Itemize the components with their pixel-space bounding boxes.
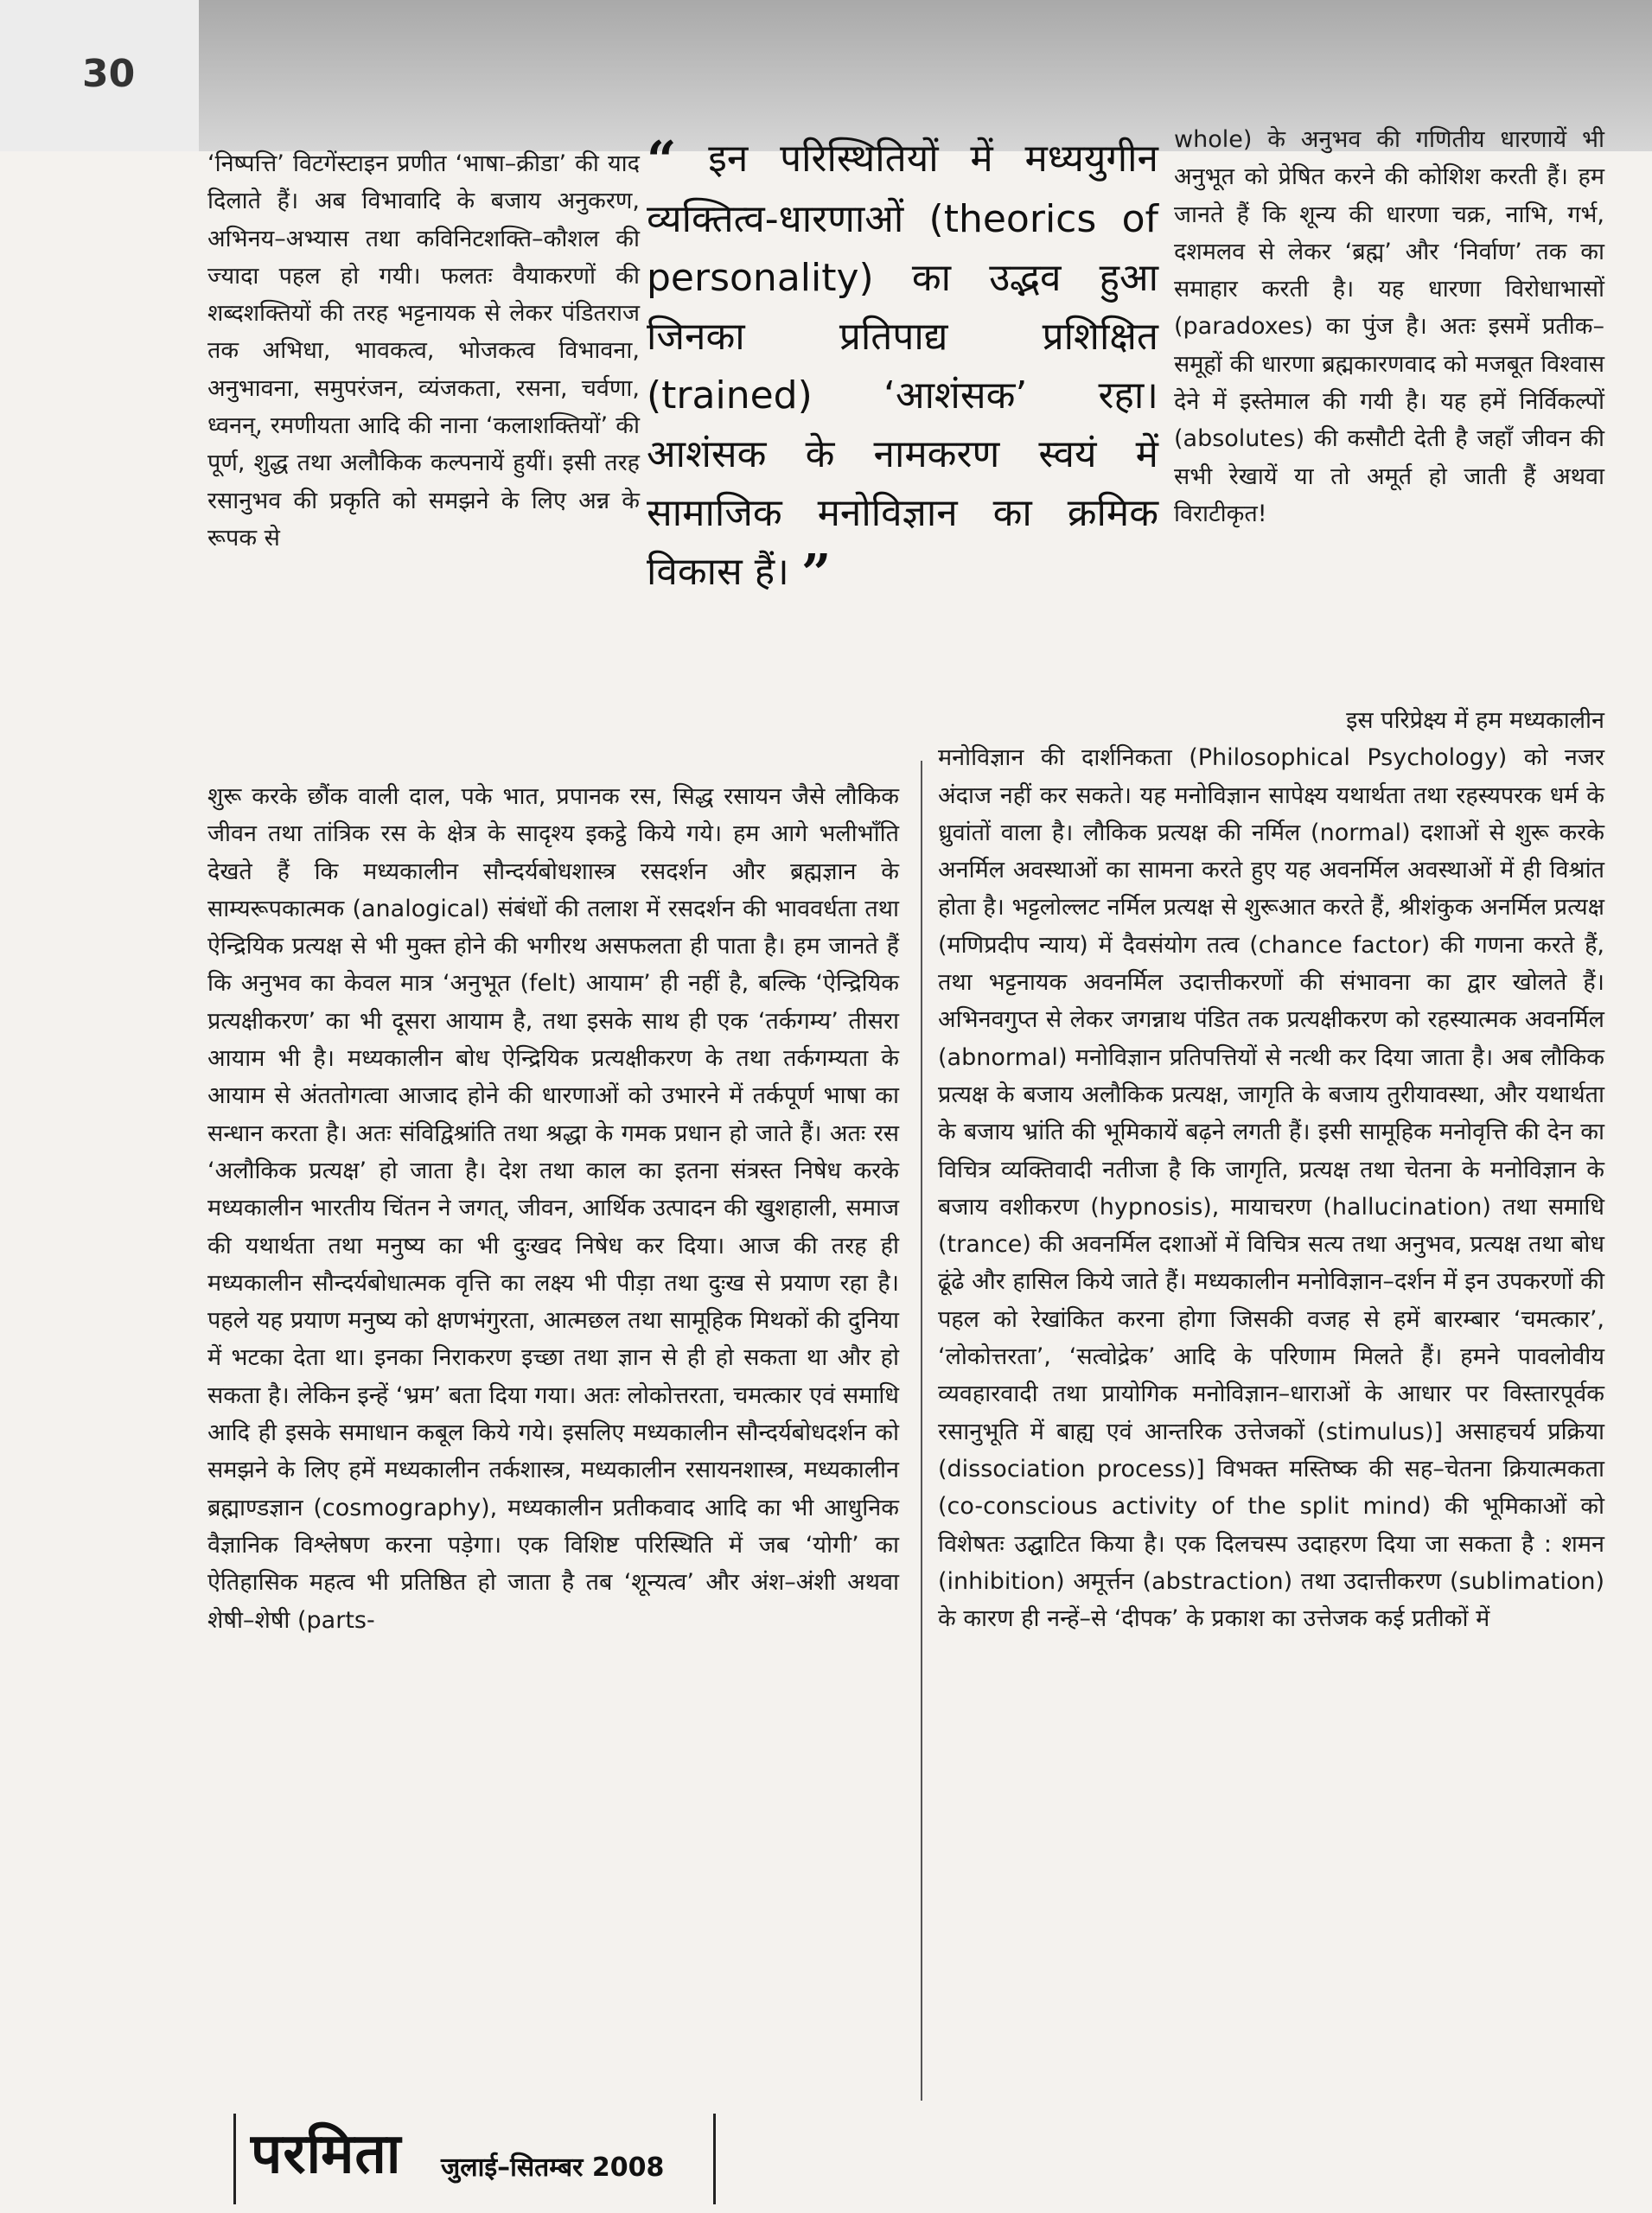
footer-rule-left <box>233 2114 236 2204</box>
open-quote-mark: “ <box>647 131 677 191</box>
left-column-top-text: ‘निष्पत्ति’ विटगेंस्टाइन प्रणीत ‘भाषा–क्रीडा’ की याद दिलाते हैं। अब विभावादि के बजाय अनुकरण, अभिनय–अभ्यास तथा कविनिटशक्ति–कौशल की ज्यादा पहल हो गयी। फलतः वैयाकरणों की शब्दशक्तियों की तरह भट्टनायक से लेकर पंडितराज तक अभिधा, भावकत्व, भोजकत्व विभावना, अनुभावना, समुपरंजन, व्यंजकता, रसना, चर्वणा, ध्वनन्, रमणीयता आदि की नाना ‘कलाशक्तियों’ की पूर्ण, शुद्ध तथा अलौकिक कल्पनायें हुयीं। इसी तरह रसानुभव की प्रकृति को समझने के लिए अन्न के रूपक से <box>207 150 640 552</box>
close-quote-mark: ” <box>800 544 832 604</box>
left-column-top <box>207 145 640 557</box>
pull-quote <box>647 130 1158 603</box>
magazine-title: परमिता <box>251 2122 402 2186</box>
right-column-top-text: whole) के अनुभव की गणितीय धारणायें भी अनुभूत को प्रेषित करने की कोशिश करती हैं। हम जानते हैं कि शून्य की धारणा चक्र, नाभि, गर्भ, दशमलव से लेकर ‘ब्रह्म’ और ‘निर्वाण’ तक का समाहार करती है। यह धारणा विरोधाभासों (paradoxes) का पुंज है। अतः इसमें प्रतीक–समूहों की धारणा ब्रह्मकारणवाद को मजबूत विश्वास देने में इस्तेमाल की गयी है। यह हमें निर्विकल्पों (absolutes) की कसौटी देती है जहाँ जीवन की सभी रेखायें या तो अमूर्त हो जाती हैं अथवा विराटीकृत! <box>1174 126 1604 527</box>
column-divider <box>921 761 922 2101</box>
left-column-body-text: शुरू करके छौंक वाली दाल, पके भात, प्रपानक रस, सिद्ध रसायन जैसे लौकिक जीवन तथा तांत्रिक रस के क्षेत्र के सादृश्य इकट्ठे किये गये। हम आगे भलीभाँति देखते हैं कि मध्यकालीन सौन्दर्यबोधशास्त्र रसदर्शन और ब्रह्मज्ञान के साम्यरूपकात्मक (analogical) संबंधों की तलाश में रसदर्शन की भाववर्धता तथा ऐन्द्रियिक प्रत्यक्ष से भी मुक्त होने की भगीरथ असफलता ही पाता है। हम जानते हैं कि अनुभव का केवल मात्र ‘अनुभूत (felt) आयाम’ ही नहीं है, बल्कि ‘ऐन्द्रियिक प्रत्यक्षीकरण’ का भी दूसरा आयाम है, तथा इसके साथ ही एक ‘तर्कगम्य’ तीसरा आयाम भी है। मध्यकालीन बोध ऐन्द्रियिक प्रत्यक्षीकरण के तथा तर्कगम्यता के आयाम से अंततोगत्वा आजाद होने की धारणाओं को उभारने में तर्कपूर्ण भाषा का सन्धान करता है। अतः संविद्विश्रांति तथा श्रद्धा के गमक प्रधान हो जाते हैं। अतः रस ‘अलौकिक प्रत्यक्ष’ हो जाता है। देश तथा काल का इतना संत्रस्त निषेध करके मध्यकालीन भारतीय चिंतन ने जगत्, जीवन, आर्थिक उत्पादन की खुशहाली, समाज की यथार्थता तथा मनुष्य का भी दुःखद निषेध कर दिया। आज की तरह ही मध्यकालीन सौन्दर्यबोधात्मक वृत्ति का लक्ष्य भी पीड़ा तथा दुःख से प्रयाण रहा है। पहले यह प्रयाण मनुष्य को क्षणभंगुरता, आत्मछल तथा सामूहिक मिथकों की दुनिया में भटका देता था। इनका निराकरण इच्छा तथा ज्ञान से ही हो सकता था और हो सकता है। लेकिन इन्हें ‘भ्रम’ बता दिया गया। अतः लोकोत्तरता, चमत्कार एवं समाधि आदि ही इसके समाधान कबूल किये गये। इसलिए मध्यकालीन सौन्दर्यबोधदर्शन को समझने के लिए हमें मध्यकालीन तर्कशास्त्र, मध्यकालीन रसायनशास्त्र, मध्यकालीन ब्रह्माण्डज्ञान (cosmography), मध्यकालीन प्रतीकवाद आदि का भी आधुनिक वैज्ञानिक विश्लेषण करना पड़ेगा। एक विशिष्ट परिस्थिति में जब ‘योगी’ का ऐतिहासिक महत्व भी प्रतिष्ठित हो जाता है तब ‘शून्यत्व’ और अंश–अंशी अथवा शेषी–शेषी (parts- <box>207 783 900 1634</box>
left-column-body <box>207 778 899 1639</box>
footer-rule-right <box>713 2114 716 2204</box>
right-column-body <box>938 702 1604 1637</box>
page-number: 30 <box>82 52 136 96</box>
right-column-lead: इस परिप्रेक्ष्य में हम मध्यकालीन <box>1346 707 1604 734</box>
pull-quote-text: इन परिस्थितियों में मध्ययुगीन व्यक्तित्व-धारणाओं (theorics of personality) का उद्भव हुआ जिनका प्रतिपाद्य प्रशिक्षित (trained) ‘आशंसक’ रहा। आशंसक के नामकरण स्वयं में सामाजिक मनोविज्ञान का क्रमिक विकास हैं। <box>647 137 1158 594</box>
right-column-body-text: मनोविज्ञान की दार्शनिकता (Philosophical Psychology) को नजर अंदाज नहीं कर सकते। यह मनोविज्ञान सापेक्ष्य यथार्थता तथा रहस्यपरक धर्म के ध्रुवांतों वाला है। लौकिक प्रत्यक्ष की नर्मिल (normal) दशाओं से शुरू करके अनर्मिल अवस्थाओं का सामना करते हुए यह अवनर्मिल अवस्थाओं में ही विश्रांत होता है। भट्टलोल्लट नर्मिल प्रत्यक्ष से शुरूआत करते हैं, श्रीशंकुक अनर्मिल प्रत्यक्ष (मणिप्रदीप न्याय) में दैवसंयोग तत्व (chance factor) की गणना करते हैं, तथा भट्टनायक अवनर्मिल उदात्तीकरणों की संभावना का द्वार खोलते हैं। अभिनवगुप्त से लेकर जगन्नाथ पंडित तक प्रत्यक्षीकरण को रहस्यात्मक अवनर्मिल (abnormal) मनोविज्ञान प्रतिपत्तियों से नत्थी कर दिया जाता है। अब लौकिक प्रत्यक्ष के बजाय अलौकिक प्रत्यक्ष, जागृति के बजाय तुरीयावस्था, और यथार्थता के बजाय भ्रांति की भूमिकायें बढ़ने लगती हैं। इसी सामूहिक मनोवृत्ति की देन का विचित्र व्यक्तिवादी नतीजा है कि जागृति, प्रत्यक्ष तथा चेतना के मनोविज्ञान के बजाय वशीकरण (hypnosis), मायाचरण (hallucination) तथा समाधि (trance) की अवनर्मिल दशाओं में विचित्र सत्य तथा अनुभव, प्रत्यक्ष तथा बोध ढूंढे और हासिल किये जाते हैं। मध्यकालीन मनोविज्ञान–दर्शन में इन उपकरणों की पहल को रेखांकित करना होगा जिसकी वजह से हमें बारम्बार ‘चमत्कार’, ‘लोकोत्तरता’, ‘सत्वोद्रेक’ आदि के परिणाम मिलते हैं। हमने पावलोवीय व्यवहारवादी तथा प्रायोगिक मनोविज्ञान–धाराओं के आधार पर विस्तारपूर्वक रसानुभूति में बाह्य एवं आन्तरिक उत्तेजकों (stimulus)] असाहचर्य प्रक्रिया (dissociation process)] विभक्त मस्तिष्क की सह–चेतना क्रियात्मकता (co-conscious activity of the split mind) की भूमिकाओं को विशेषतः उद्घाटित किया है। एक दिलचस्प उदाहरण दिया जा सकता है : शमन (inhibition) अमूर्त्तन (abstraction) तथा उदात्तीकरण (sublimation) के कारण ही नन्हें–से ‘दीपक’ के प्रकाश का उत्तेजक कई प्रतीकों में <box>938 744 1604 1633</box>
issue-date: जुलाई–सितम्बर 2008 <box>441 2152 665 2183</box>
footer <box>233 2105 752 2209</box>
right-column-top <box>1174 121 1604 533</box>
